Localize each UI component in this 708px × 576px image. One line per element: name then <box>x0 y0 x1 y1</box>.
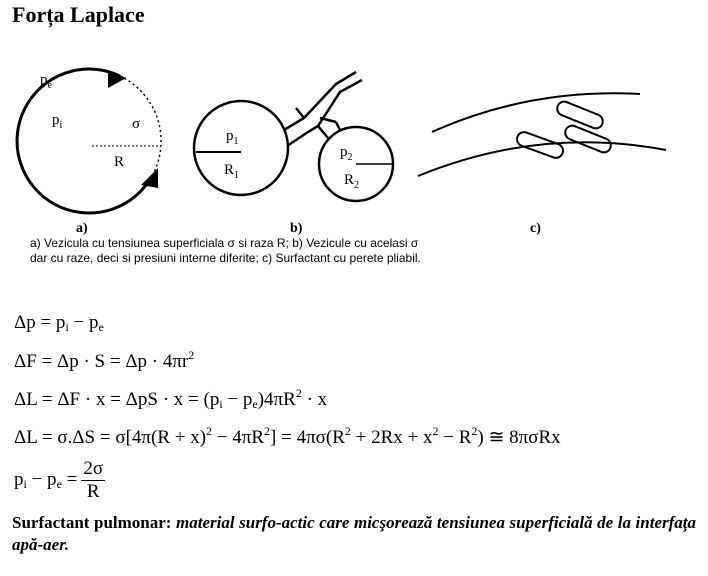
note-heading: Surfactant pulmonar: <box>12 513 172 532</box>
fold-2 <box>563 124 613 155</box>
equation-1: $\Delta p = p_i - p_e$ <box>14 312 104 334</box>
panel-c-diagram <box>418 93 666 236</box>
figure-caption <box>30 236 630 266</box>
panel-c-label: c) <box>530 221 541 236</box>
label-p1: $p_1$ <box>226 128 239 147</box>
label-sigma-a: σ <box>132 116 141 132</box>
page-title: Forța Laplace <box>12 2 145 27</box>
caption-line-2: dar cu raze, deci si presiuni interne diferite; c) Surfactant cu perete pliabil. <box>30 251 421 265</box>
duct-to-small-2 <box>336 122 340 130</box>
panel-a-label: a) <box>76 221 88 236</box>
fold-1 <box>555 100 605 131</box>
arrow-top-icon <box>108 70 126 88</box>
note-definition: material surfo-actic care micşorează tensiunea superficială de la interfaţa apă-aer. <box>12 513 696 554</box>
label-p2: $p_2$ <box>340 144 353 163</box>
equation-4: $\Delta L = \sigma.\Delta S = \sigma[4\pi(R + x)^2 - 4\pi R^2] = 4\pi\sigma(R^2 + 2Rx + x^2 - R^2)$ ≅ 8πσRx <box>14 424 561 448</box>
surfactant-wall-outer <box>432 93 640 132</box>
duct-to-small-1 <box>318 126 328 138</box>
caption-line-1: a) Vezicula cu tensiunea superficiala σ si raza R; b) Vezicule cu acelasi σ <box>30 236 419 250</box>
laplace-figure <box>0 0 708 236</box>
equation-3: $\Delta L = \Delta F \cdot x = \Delta pS \cdot x = (p_i - p_e)4\pi R^2 \cdot x$ <box>14 386 328 411</box>
bubble-large <box>194 101 288 195</box>
equation-5: $p_i - p_e$ = $\frac{2\sigma}{R}$ <box>14 458 104 502</box>
panel-a-diagram <box>17 69 161 236</box>
equation-2: $\Delta F = \Delta p \cdot S = \Delta p \cdot 4\pi r^2$ <box>14 348 195 372</box>
arrow-bottom-icon <box>141 168 158 188</box>
label-pi: $p_i$ <box>52 112 63 131</box>
fraction: $\frac{2\sigma}{R}$ <box>83 458 104 502</box>
duct-branch-left <box>296 108 304 118</box>
label-r2: $R_2$ <box>344 172 360 191</box>
surfactant-note <box>12 512 696 556</box>
label-r1: $R_1$ <box>224 162 240 181</box>
vesicle-a-dashed-arc <box>120 76 161 176</box>
panel-b-diagram <box>194 72 393 236</box>
vesicle-a-solid-arc <box>17 69 152 213</box>
surfactant-wall-inner <box>418 142 666 176</box>
panel-b-label: b) <box>290 221 303 236</box>
label-pe: $p_e$ <box>40 72 52 91</box>
label-radius-a: R <box>114 154 125 170</box>
